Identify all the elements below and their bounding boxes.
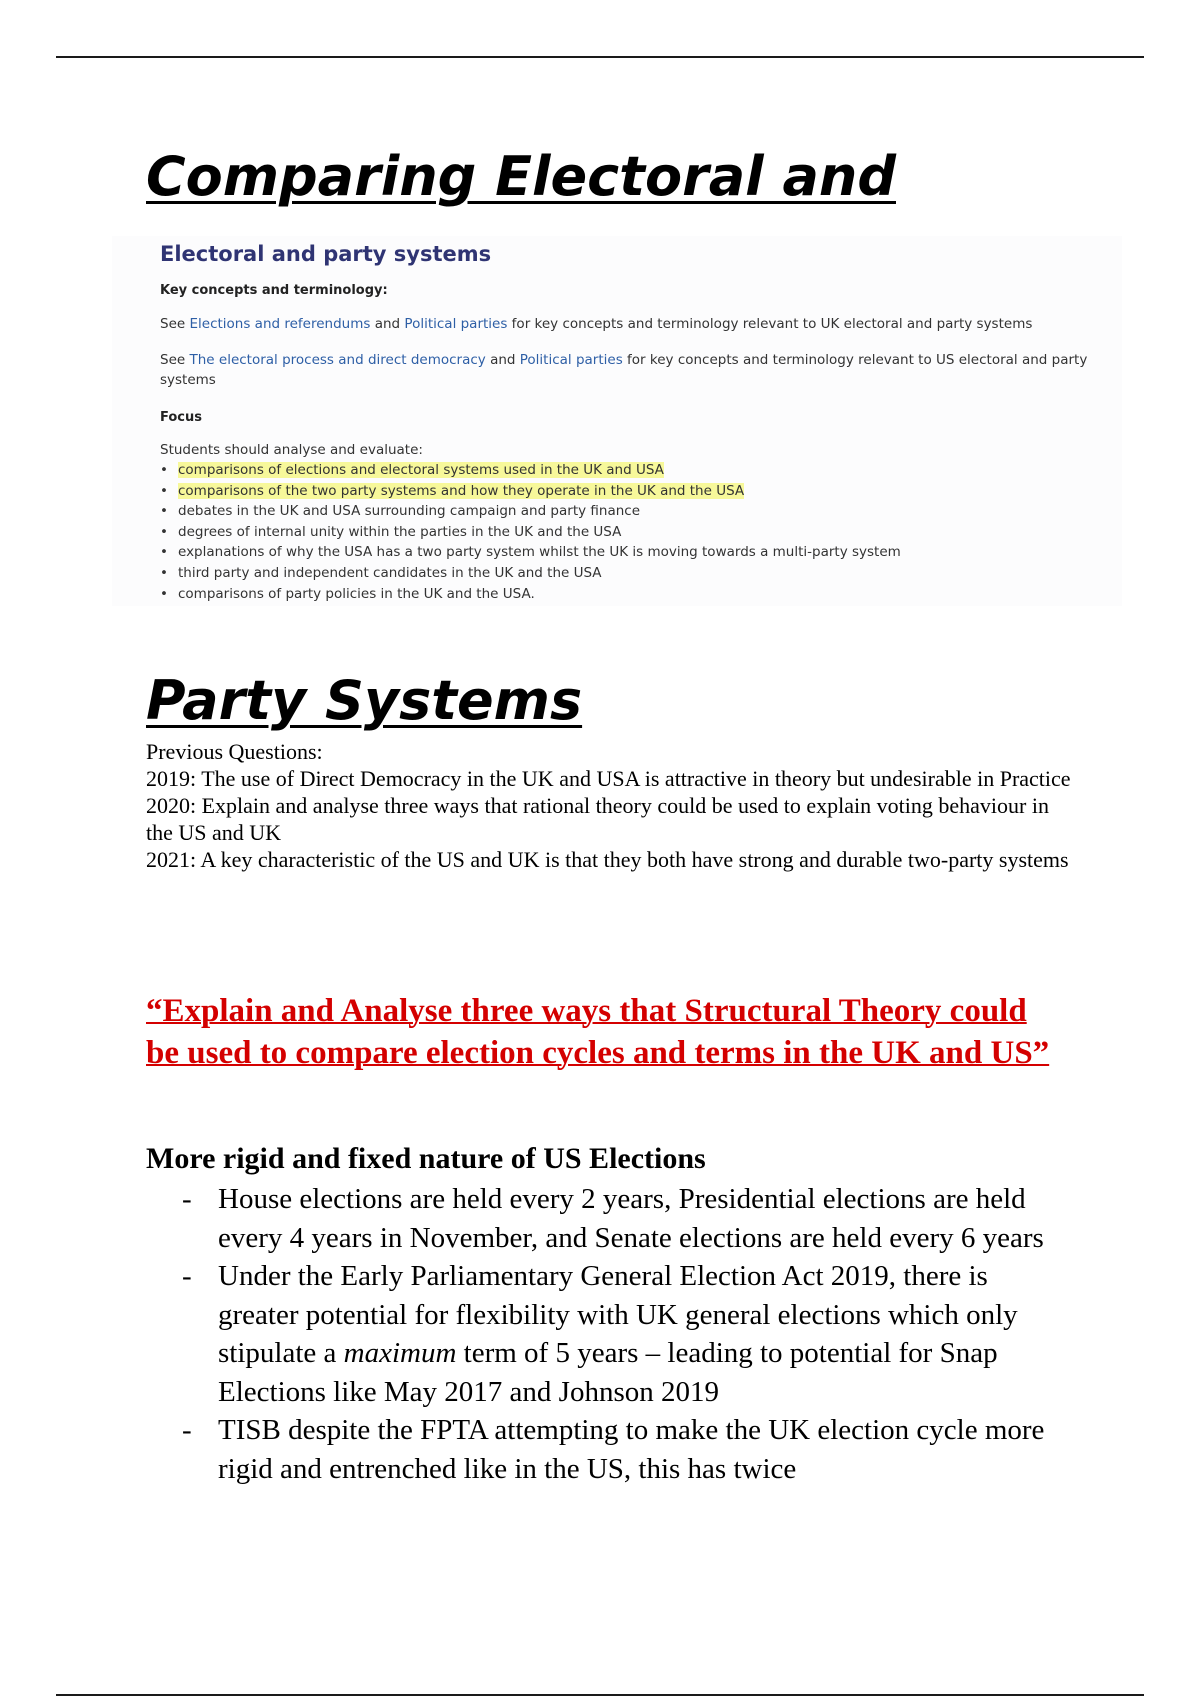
list-item <box>160 542 901 563</box>
focus-list <box>160 460 901 604</box>
link-political-parties-us[interactable]: Political parties <box>519 352 623 368</box>
text: See <box>160 352 190 368</box>
essay-question: “Explain and Analyse three ways that Structural Theory could be used to compare election cycles and terms in the UK and US” <box>146 993 1050 1071</box>
text: and <box>485 352 520 368</box>
page-title: Comparing Electoral and <box>146 145 896 208</box>
list-item <box>160 501 901 522</box>
specification-excerpt <box>112 236 1122 606</box>
bullet-points <box>146 1180 1066 1488</box>
text: third party and independent candidates in the UK and the USA <box>178 564 602 581</box>
question-2021: 2021: A key characteristic of the US and UK is that they both have strong and durable two-party systems <box>146 847 1069 872</box>
spec-heading: Electoral and party systems <box>160 242 492 266</box>
list-item <box>160 460 901 481</box>
previous-questions-label: Previous Questions: <box>146 739 323 764</box>
students-line: Students should analyse and evaluate: <box>160 442 423 458</box>
key-concepts-label: Key concepts and terminology: <box>160 283 388 298</box>
highlighted-text: comparisons of elections and electoral systems used in the UK and USA <box>178 462 664 478</box>
emphasis: maximum <box>343 1337 457 1369</box>
list-item <box>160 563 901 584</box>
text: for key concepts and terminology relevant to US electoral and party systems <box>160 352 1088 388</box>
uk-concepts-line <box>160 314 1120 334</box>
text: See <box>160 316 190 332</box>
list-item <box>160 584 901 605</box>
text: term of 5 years – leading to potential for Snap Elections like May 2017 and Johnson 2019 <box>218 1337 998 1408</box>
text: comparisons of party policies in the UK and the USA. <box>178 585 535 602</box>
text: and <box>370 316 405 332</box>
page-title-continued: Party Systems <box>146 669 583 732</box>
list-item <box>160 522 901 543</box>
list-item: - House elections are held every 2 years, Presidential elections are held every 4 years in November, and Senate elections are held every 6 years <box>146 1180 1066 1257</box>
list-item <box>146 1257 1066 1411</box>
text: Under the Early Parliamentary General Election Act 2019, there is greater potential for flexibility with UK general elections which only stipulate a <box>218 1260 1018 1369</box>
question-2020: 2020: Explain and analyse three ways that rational theory could be used to explain voting behaviour in the US and UK <box>146 793 1049 845</box>
previous-questions <box>146 738 1076 873</box>
focus-label: Focus <box>160 410 202 425</box>
highlighted-text: comparisons of the two party systems and how they operate in the UK and the USA <box>178 482 745 499</box>
link-elections-referendums[interactable]: Elections and referendums <box>189 316 371 332</box>
text: degrees of internal unity within the parties in the UK and the USA <box>178 523 622 540</box>
us-concepts-line <box>160 350 1120 390</box>
list-item <box>160 481 901 502</box>
question-2019: 2019: The use of Direct Democracy in the UK and USA is attractive in theory but undesirable in Practice <box>146 766 1071 791</box>
link-political-parties[interactable]: Political parties <box>404 316 508 332</box>
bottom-rule <box>56 1694 1144 1696</box>
list-item: - TISB despite the FPTA attempting to make the UK election cycle more rigid and entrenched like in the US, this has twice <box>146 1411 1066 1488</box>
section-heading: More rigid and fixed nature of US Elections <box>146 1142 706 1175</box>
link-electoral-process[interactable]: The electoral process and direct democracy <box>189 352 486 368</box>
text: explanations of why the USA has a two party system whilst the UK is moving towards a multi-party system <box>178 544 901 561</box>
text: for key concepts and terminology relevant to UK electoral and party systems <box>507 316 1033 332</box>
top-rule <box>56 56 1144 58</box>
text: debates in the UK and USA surrounding campaign and party finance <box>178 503 641 520</box>
